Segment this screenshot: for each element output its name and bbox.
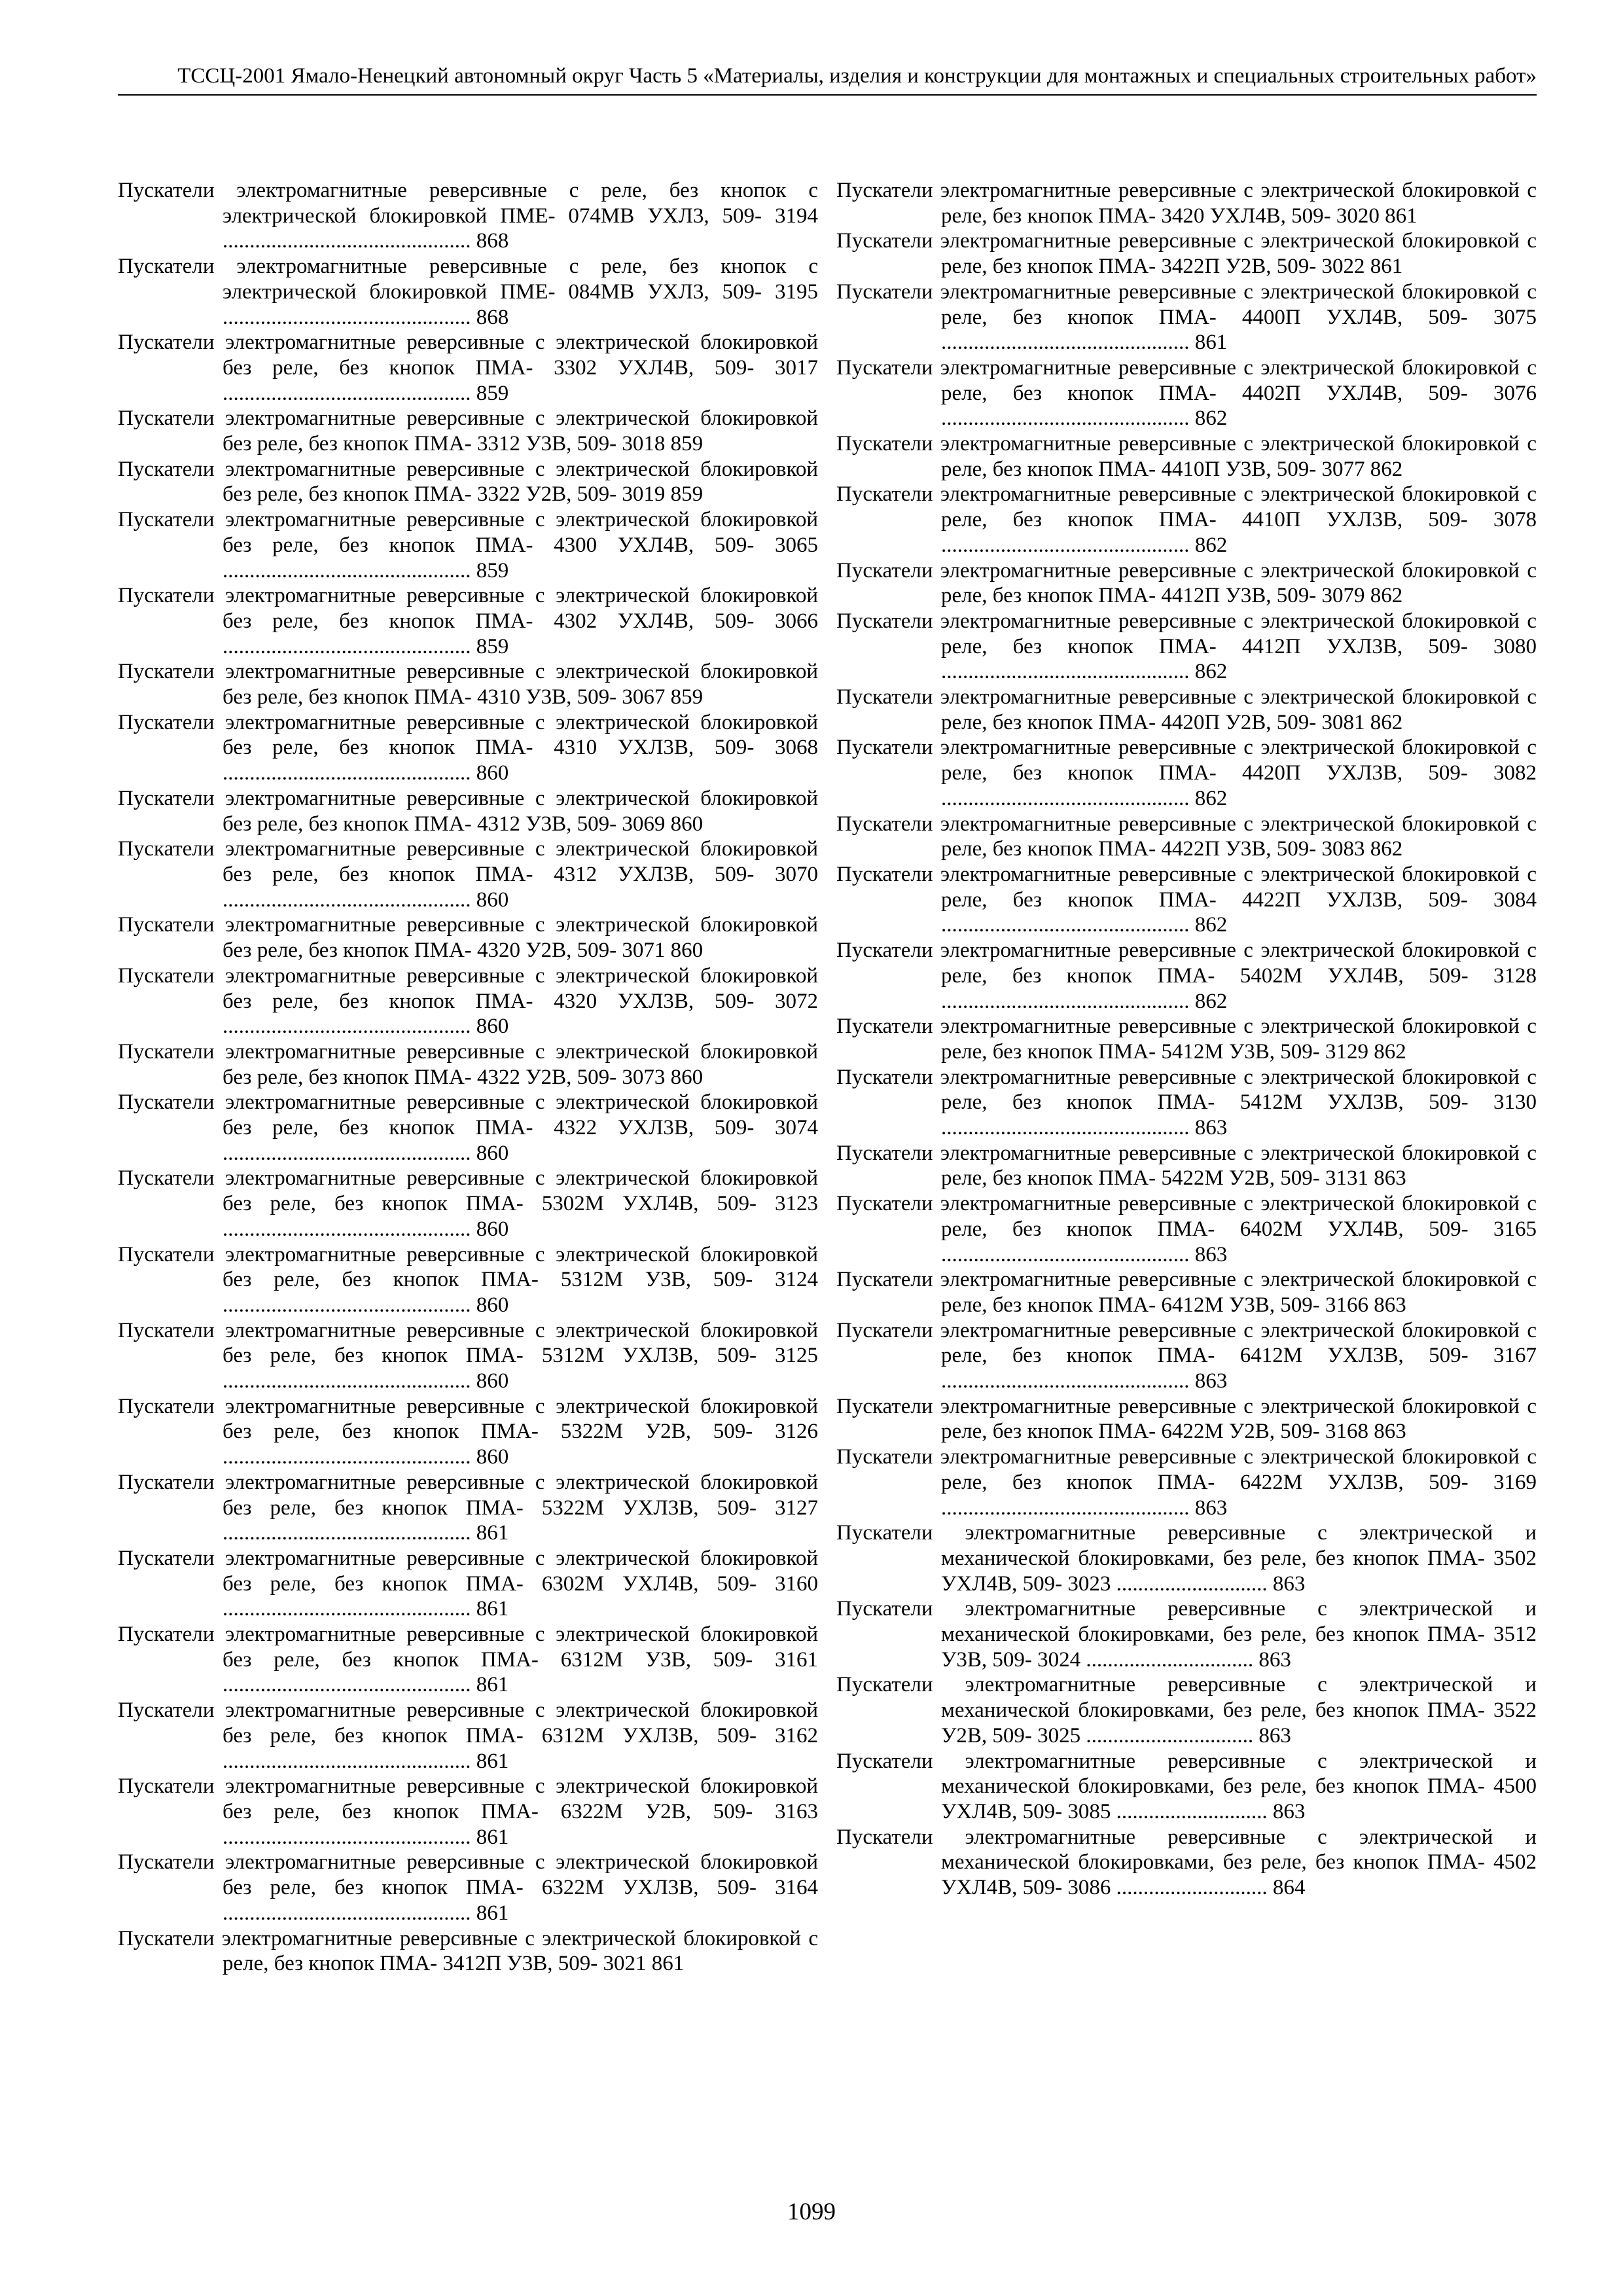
index-entry: Пускатели электромагнитные реверсивные с реле, без кнопок с электрической блокировкой ПМЕ- 084МВ УХЛ3, 509- 3195 .............................................. 868 <box>118 255 818 329</box>
index-entry: Пускатели электромагнитные реверсивные с электрической блокировкой без реле, без кнопок ПМА- 4322 УХЛ3В, 509- 3074 .............................................. 860 <box>118 1090 818 1165</box>
index-entry: Пускатели электромагнитные реверсивные с электрической блокировкой без реле, без кнопок ПМА- 4312 УХЛ3В, 509- 3070 .............................................. 860 <box>118 837 818 912</box>
index-entry: Пускатели электромагнитные реверсивные с электрической блокировкой без реле, без кнопок ПМА- 3322 У2В, 509- 3019 859 <box>118 457 818 507</box>
index-entry: Пускатели электромагнитные реверсивные с электрической и механической блокировками, без реле, без кнопок ПМА- 4500 УХЛ4В, 509- 3085 ............................ 863 <box>836 1749 1537 1823</box>
index-entry: Пускатели электромагнитные реверсивные с электрической и механической блокировками, без реле, без кнопок ПМА- 3512 У3В, 509- 3024 ............................... 863 <box>836 1597 1537 1672</box>
index-entry: Пускатели электромагнитные реверсивные с электрической блокировкой с реле, без кнопок ПМА- 6412М У3В, 509- 3166 863 <box>836 1268 1537 1317</box>
index-entry: Пускатели электромагнитные реверсивные с электрической блокировкой без реле, без кнопок ПМА- 4320 У2В, 509- 3071 860 <box>118 913 818 963</box>
index-entry: Пускатели электромагнитные реверсивные с реле, без кнопок с электрической блокировкой ПМЕ- 074МВ УХЛ3, 509- 3194 .............................................. 868 <box>118 179 818 253</box>
index-entry: Пускатели электромагнитные реверсивные с электрической блокировкой без реле, без кнопок ПМА- 4320 УХЛ3В, 509- 3072 .............................................. 860 <box>118 963 818 1039</box>
index-entry: Пускатели электромагнитные реверсивные с электрической блокировкой с реле, без кнопок ПМА- 5402М УХЛ4В, 509- 3128 .............................................. 862 <box>836 939 1537 1013</box>
page-number: 1099 <box>787 2198 836 2225</box>
index-entry: Пускатели электромагнитные реверсивные с электрической и механической блокировками, без реле, без кнопок ПМА- 3502 УХЛ4В, 509- 3023 ............................ 863 <box>836 1521 1537 1596</box>
index-entry: Пускатели электромагнитные реверсивные с электрической блокировкой с реле, без кнопок ПМА- 6422М УХЛ3В, 509- 3169 .............................................. 863 <box>836 1445 1537 1520</box>
index-entry: Пускатели электромагнитные реверсивные с электрической блокировкой с реле, без кнопок ПМА- 6412М УХЛ3В, 509- 3167 .............................................. 863 <box>836 1318 1537 1393</box>
index-entry: Пускатели электромагнитные реверсивные с электрической блокировкой без реле, без кнопок ПМА- 3312 У3В, 509- 3018 859 <box>118 406 818 456</box>
index-entry: Пускатели электромагнитные реверсивные с электрической блокировкой без реле, без кнопок ПМА- 5322М У2В, 509- 3126 .............................................. 860 <box>118 1394 818 1469</box>
index-entry: Пускатели электромагнитные реверсивные с электрической блокировкой с реле, без кнопок ПМА- 6402М УХЛ4В, 509- 3165 .............................................. 863 <box>836 1192 1537 1266</box>
index-entry: Пускатели электромагнитные реверсивные с электрической блокировкой с реле, без кнопок ПМА- 4420П УХЛ3В, 509- 3082 .............................................. 862 <box>836 736 1537 810</box>
index-entry: Пускатели электромагнитные реверсивные с электрической блокировкой без реле, без кнопок ПМА- 3302 УХЛ4В, 509- 3017 .............................................. 859 <box>118 331 818 405</box>
index-entry: Пускатели электромагнитные реверсивные с электрической блокировкой с реле, без кнопок ПМА- 3412П У3В, 509- 3021 861 <box>118 1926 818 1976</box>
index-entry: Пускатели электромагнитные реверсивные с электрической блокировкой с реле, без кнопок ПМА- 3420 УХЛ4В, 509- 3020 861 <box>836 179 1537 228</box>
index-entry: Пускатели электромагнитные реверсивные с электрической блокировкой с реле, без кнопок ПМА- 4422П У3В, 509- 3083 862 <box>836 812 1537 861</box>
index-entry: Пускатели электромагнитные реверсивные с электрической блокировкой без реле, без кнопок ПМА- 4310 УХЛ3В, 509- 3068 .............................................. 860 <box>118 710 818 785</box>
index-entry: Пускатели электромагнитные реверсивные с электрической блокировкой с реле, без кнопок ПМА- 4400П УХЛ4В, 509- 3075 .............................................. 861 <box>836 279 1537 355</box>
index-entry: Пускатели электромагнитные реверсивные с электрической блокировкой с реле, без кнопок ПМА- 4402П УХЛ4В, 509- 3076 .............................................. 862 <box>836 355 1537 431</box>
index-entry: Пускатели электромагнитные реверсивные с электрической блокировкой без реле, без кнопок ПМА- 5312М УХЛ3В, 509- 3125 .............................................. 860 <box>118 1318 818 1393</box>
index-entry: Пускатели электромагнитные реверсивные с электрической блокировкой без реле, без кнопок ПМА- 4300 УХЛ4В, 509- 3065 .............................................. 859 <box>118 508 818 583</box>
index-entry: Пускатели электромагнитные реверсивные с электрической и механической блокировками, без реле, без кнопок ПМА- 4502 УХЛ4В, 509- 3086 ............................ 864 <box>836 1825 1537 1900</box>
index-entry: Пускатели электромагнитные реверсивные с электрической блокировкой с реле, без кнопок ПМА- 5422М У2В, 509- 3131 863 <box>836 1141 1537 1191</box>
index-entry: Пускатели электромагнитные реверсивные с электрической блокировкой с реле, без кнопок ПМА- 3422П У2В, 509- 3022 861 <box>836 229 1537 279</box>
index-column-right <box>836 178 1537 1901</box>
index-entry: Пускатели электромагнитные реверсивные с электрической блокировкой без реле, без кнопок ПМА- 6312М УХЛ3В, 509- 3162 .............................................. 861 <box>118 1698 818 1773</box>
index-entry: Пускатели электромагнитные реверсивные с электрической и механической блокировками, без реле, без кнопок ПМА- 3522 У2В, 509- 3025 ............................... 863 <box>836 1673 1537 1748</box>
index-entry: Пускатели электромагнитные реверсивные с электрической блокировкой без реле, без кнопок ПМА- 6312М У3В, 509- 3161 .............................................. 861 <box>118 1623 818 1697</box>
index-entry: Пускатели электромагнитные реверсивные с электрической блокировкой без реле, без кнопок ПМА- 4312 У3В, 509- 3069 860 <box>118 786 818 836</box>
index-entry: Пускатели электромагнитные реверсивные с электрической блокировкой без реле, без кнопок ПМА- 5302М УХЛ4В, 509- 3123 .............................................. 860 <box>118 1166 818 1241</box>
index-entry: Пускатели электромагнитные реверсивные с электрической блокировкой без реле, без кнопок ПМА- 4322 У2В, 509- 3073 860 <box>118 1039 818 1089</box>
index-entry: Пускатели электромагнитные реверсивные с электрической блокировкой с реле, без кнопок ПМА- 4412П У3В, 509- 3079 862 <box>836 558 1537 608</box>
page-header <box>118 63 1537 96</box>
index-entry: Пускатели электромагнитные реверсивные с электрической блокировкой без реле, без кнопок ПМА- 4302 УХЛ4В, 509- 3066 .............................................. 859 <box>118 584 818 658</box>
index-entry: Пускатели электромагнитные реверсивные с электрической блокировкой с реле, без кнопок ПМА- 5412М У3В, 509- 3129 862 <box>836 1014 1537 1064</box>
index-entry: Пускатели электромагнитные реверсивные с электрической блокировкой с реле, без кнопок ПМА- 6422М У2В, 509- 3168 863 <box>836 1394 1537 1444</box>
index-entry: Пускатели электромагнитные реверсивные с электрической блокировкой с реле, без кнопок ПМА- 4412П УХЛ3В, 509- 3080 .............................................. 862 <box>836 609 1537 684</box>
index-entry: Пускатели электромагнитные реверсивные с электрической блокировкой с реле, без кнопок ПМА- 4422П УХЛ3В, 509- 3084 .............................................. 862 <box>836 862 1537 937</box>
index-entry: Пускатели электромагнитные реверсивные с электрической блокировкой без реле, без кнопок ПМА- 6302М УХЛ4В, 509- 3160 .............................................. 861 <box>118 1546 818 1621</box>
index-entry: Пускатели электромагнитные реверсивные с электрической блокировкой с реле, без кнопок ПМА- 4410П У3В, 509- 3077 862 <box>836 432 1537 481</box>
index-entry: Пускатели электромагнитные реверсивные с электрической блокировкой с реле, без кнопок ПМА- 5412М УХЛ3В, 509- 3130 .............................................. 863 <box>836 1065 1537 1140</box>
index-column-left <box>118 178 818 1977</box>
index-entry: Пускатели электромагнитные реверсивные с электрической блокировкой с реле, без кнопок ПМА- 4420П У2В, 509- 3081 862 <box>836 685 1537 734</box>
index-entry: Пускатели электромагнитные реверсивные с электрической блокировкой с реле, без кнопок ПМА- 4410П УХЛ3В, 509- 3078 .............................................. 862 <box>836 482 1537 557</box>
index-entry: Пускатели электромагнитные реверсивные с электрической блокировкой без реле, без кнопок ПМА- 5312М У3В, 509- 3124 .............................................. 860 <box>118 1242 818 1317</box>
index-entry: Пускатели электромагнитные реверсивные с электрической блокировкой без реле, без кнопок ПМА- 5322М УХЛ3В, 509- 3127 .............................................. 861 <box>118 1470 818 1545</box>
index-entry: Пускатели электромагнитные реверсивные с электрической блокировкой без реле, без кнопок ПМА- 4310 У3В, 509- 3067 859 <box>118 660 818 709</box>
index-entry: Пускатели электромагнитные реверсивные с электрической блокировкой без реле, без кнопок ПМА- 6322М УХЛ3В, 509- 3164 .............................................. 861 <box>118 1850 818 1925</box>
index-entry: Пускатели электромагнитные реверсивные с электрической блокировкой без реле, без кнопок ПМА- 6322М У2В, 509- 3163 .............................................. 861 <box>118 1774 818 1849</box>
header-title: ТССЦ-2001 Ямало-Ненецкий автономный округ Часть 5 «Материалы, изделия и конструкции для монтажных и специальных строительных работ» <box>177 64 1537 88</box>
